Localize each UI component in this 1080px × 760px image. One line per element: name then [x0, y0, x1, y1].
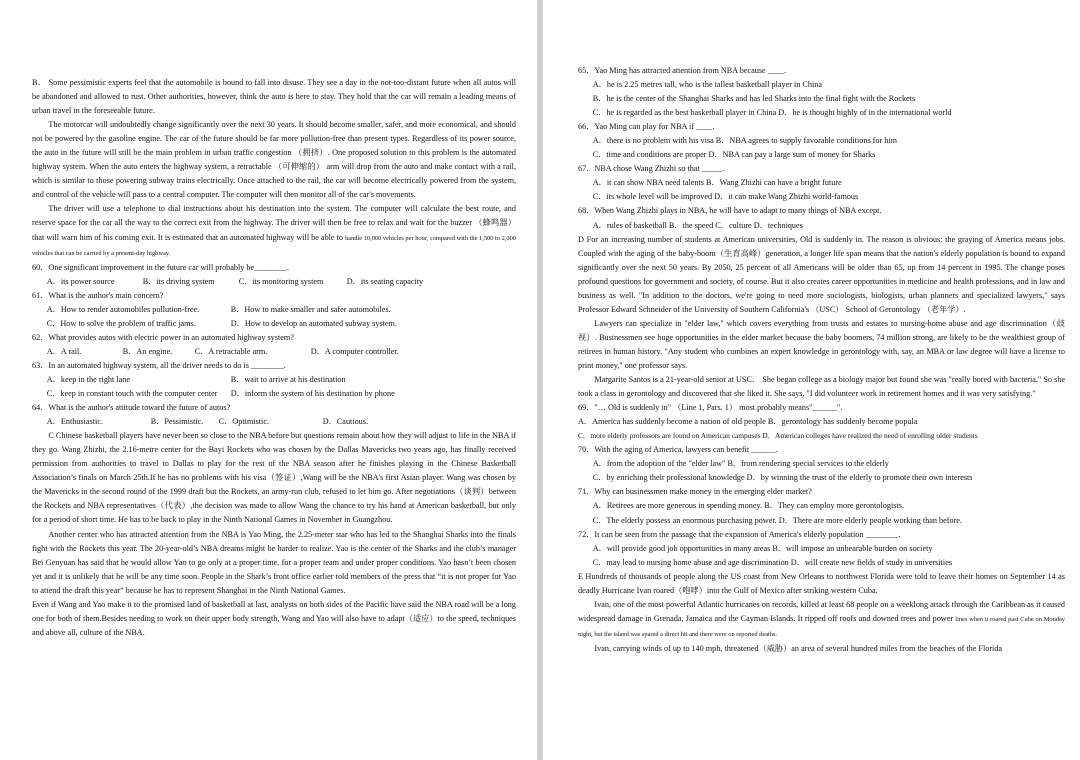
- passage-c-para-2: Another center who has attracted attention from the NBA is Yao Ming, the 2.25-meter star who has led to the Shanghai Sharks into the finals fight with the Rockets this year. The 20-year-old’s NBA dreams might be harder to realize. Yao is the center of the Sharks and the club’s manager Bei Genyuan has said that he would allow Yao to go only at a proper time, for a proper team and under proper conditions. Yao hasn’t been chosen yet and it is unlikely that he will be any time soon. People in the Shark’s front office earlier told members of the press that “it is not proper for Yao to attend the draft this year” because he has to represent Shanghai in the Ninth National Games.: [32, 529, 516, 595]
- question-65: 65．Yao Ming has attracted attention from NBA because ____.: [578, 66, 787, 75]
- question-69-options-2: C．more elderly professors are found on American campuses D．American colleges have realized the need of enrolling older students: [578, 431, 978, 441]
- question-64-options: [47, 415, 516, 429]
- option: A．A rail.: [46, 346, 82, 356]
- question-68: 68．When Wang Zhizhi plays in NBA, he will have to adapt to many things of NBA except.: [578, 206, 882, 216]
- option: B．An engine.: [122, 346, 173, 356]
- passage-b-para-3-text: The driver will use a telephone to dial instructions about his destination into the system. The computer will calculate the best route, and reserve space for the car all the way to the correct exit from the highway. The driver will then be free to relax and wait for the buzzer （蜂鸣器） that will warn him of his coming exit. It is estimated that an automated highway will be able to: [32, 204, 516, 242]
- option: D．A computer controller.: [310, 346, 399, 356]
- question-70-options-2: C．by enriching their professional knowledge D．by winning the trust of the elderly to promote their own interests: [592, 473, 973, 483]
- passage-b-para-1: B． Some pessimistic experts feel that the automobile is bound to fall into disuse. They see a day in the not-too-distant future when all autos will be abandoned and allowed to rust. Other authorities, however, think the auto is here to stay. They hold that the car will remain a leading means of urban travel in the foreseeable future.: [32, 78, 516, 116]
- option: C．its monitoring system: [238, 276, 324, 286]
- question-67-options-2: C．its whole level will be improved D．it can make Wang Zhizhi world-famous: [592, 192, 859, 202]
- question-71-options-1: A．Retirees are more generous in spending money. B．They can employ more gerontologists.: [592, 501, 904, 511]
- question-61: 61．What is the author's main concern?: [32, 290, 164, 300]
- option: A．keep in the right lane: [46, 374, 130, 384]
- question-72-options-2: C．may lead to nursing home abuse and age discrimination D．will create new fields of study in universities: [592, 557, 953, 567]
- passage-b-small-text: handle 10,000 vehicles per hour, compared with the 1,500 to 2,000 vehicles that can be carried by a present-day highway.: [32, 234, 516, 257]
- question-69-options-1: A．America has suddenly become a nation of old people B．gerontology has suddenly become popula: [578, 417, 918, 427]
- question-67: 67．NBA chose Wang Zhizhi so that _____.: [578, 164, 725, 174]
- option: C．A retractable arm.: [194, 346, 268, 356]
- passage-c-para-3: Even if Wang and Yao make it to the promised land of basketball at last, analysts on both sides of the Pacific have said the NBA road will be a long one for both of them.Besides needing to work on their upper body strength, Wang and Yao will also have to adapt（适应）to the speed, techniques and above all, culture of the NBA.: [32, 599, 516, 637]
- passage-e-para-2-text: Ivan, one of the most powerful Atlantic hurricanes on records, killed at least 68 people on a weeklong attack through the Caribbean as it caused widespread damage in Grenada, Jamaica and the Cayman Islands. It ripped off roofs and downed trees and power: [578, 599, 1065, 623]
- passage-d-para-1: D For an increasing number of students at American universities, Old is suddenly in. The reason is obvious: the graying of America means jobs. Coupled with the aging of the baby-boom（生育高峰）generation, a longer life span means that the nation's elderly population is bound to expand significantly over the next 50 years. By 2050, 25 percent of all Americans will be older than 65, up from 14 percent in 1995. The change poses profound questions for government and society, of course. But it also creates career opportunities in medicine and health professions, and in law and business as well. "In addition to the doctors, we're going to need more sociologists, biologists, urban planners and specialized lawyers," says Professor Edward Schneider of the University of Southern California's （USC） School of Gerontology （老年学）.: [578, 234, 1065, 314]
- option: A．its power source: [46, 276, 115, 286]
- option: A．Enthusiastic.: [46, 417, 103, 427]
- question-72-options-1: A．will provide good job opportunities in many areas B．will impose an unbearable burden on society: [592, 543, 933, 553]
- option: C．keep in constant touch with the computer center: [46, 389, 218, 399]
- passage-e-para-1: E Hundreds of thousands of people along the US coast from New Orleans to northwest Florida were told to leave their homes on September 14 as deadly Hurricane Ivan roared（咆哮）into the Gulf of Mexico after striking western Cuba.: [578, 571, 1065, 595]
- question-60: 60．One significant improvement in the future car will probably be________.: [32, 262, 289, 272]
- passage-e-para-2: [578, 598, 1065, 642]
- option: D．its seating capacity: [346, 276, 424, 286]
- question-62-options: [47, 345, 516, 359]
- question-71: 71．Why can businessmen make money in the emerging elder market?: [578, 487, 812, 497]
- passage-c-para-1: C Chinese basketball players have never been so close to the NBA before but questions remain about how they will adjust to life in the NBA if they go. Wang Zhizhi, the 2.16-metre center for the Bayi Rockets who was chosen by the Dallas Mavericks two years ago, has finally received permission from authorities to travel to Dallas to play for the rest of the NBA season after he finishes playing in the Chinese Basketball Association’s finals on March 25th.If he has no problems with his visa（签证）,Wang will be the NBA's first Asian player. Wang was chosen by the Mavericks in the second round of the 1999 draft but the Rockets, an army-run club, refused to let him go. After negotiations（谈判）between the Rockets and NBA representatives（代表）,the decision was made to allow Wang the chance to try his hand at American basketball, but only for a period of short time. He has to be back to play in the Ninth National Games in November in Guangzhou.: [32, 431, 516, 525]
- question-62: 62．What provides autos with electric power in an automated highway system?: [32, 332, 294, 342]
- option: C．How to solve the problem of traffic jams.: [46, 318, 196, 328]
- question-63: 63．In an automated highway system, all the driver needs to do is ________.: [32, 360, 286, 370]
- option: D．inform the system of his destination by phone: [230, 389, 395, 399]
- right-column: [578, 64, 1065, 656]
- option: D．Cautious.: [322, 417, 369, 427]
- question-72: 72．It can be seen from the passage that the expansion of America's elderly population ________.: [578, 529, 901, 539]
- right-page: [543, 0, 1080, 760]
- question-61-options-1: [47, 303, 516, 317]
- option: B．Pessimistic.: [150, 417, 204, 427]
- question-66: 66．Yao Ming can play for NBA if ____.: [578, 122, 715, 132]
- question-66-options-1: A．there is no problem with his visa B．NBA agrees to supply favorable conditions for him: [592, 136, 898, 146]
- passage-e-small-text: lines when it roared past Cube on Monday night, but the island was spared a direct hit and there were on reported deaths.: [578, 615, 1065, 638]
- question-71-options-2: C．The elderly possess an enormous purchasing power. D．There are more elderly people working than before.: [592, 515, 962, 525]
- passage-d-para-2: Lawyers can specialize in "elder law," which covers everything from trusts and estates to nursing-home abuse and age discrimination（歧视）. Businessmen see huge opportunities in the elder market because the baby boomers, 74 million strong, are likely to be the wealthiest group of retirees in human history. "Any student who combines an expert knowledge in gerontology with, say, an MBA or law degree will have a license to print money," one professor says.: [578, 318, 1065, 370]
- question-64: 64．What is the author's attitude toward the future of autos?: [32, 403, 231, 413]
- question-69: 69．"… Old is suddenly in" （Line 1, Pars. 1） most probably means"______".: [578, 403, 843, 413]
- question-63-options-1: [47, 373, 516, 387]
- question-60-options: [47, 275, 516, 289]
- passage-b-para-3: [32, 202, 516, 260]
- question-68-options: A．rules of basketball B．the speed C．culture D．techniques: [592, 220, 803, 230]
- question-65-option-b: B．he is the center of the Shanghai Sharks and has led Sharks into the final fight with the Rockets: [592, 94, 916, 104]
- question-70: 70．With the aging of America, lawyers can benefit ______.: [578, 445, 778, 455]
- question-65-option-c: C．he is regarded as the best basketball player in China D．he is thought highly of in the international world: [592, 108, 952, 118]
- passage-d-para-3: Margarite Santos is a 21-year-old senior at USC． She began college as a biology major but found she was "really bored with bacteria." So she took a class in gerontology and discovered that she liked it. She says, "I did volunteer work in retirement homes and it was very satisfying.": [578, 375, 1065, 399]
- question-70-options-1: A．from the adoption of the "elder law" B．from rendering special services to the elderly: [592, 459, 889, 469]
- option: B．its driving system: [142, 276, 215, 286]
- passage-e-para-3: Ivan, carrying winds of up to 140 mph, threatened（威胁）an area of several hundred miles from the beaches of the Florida: [594, 643, 1003, 653]
- option: A．How to render automobiles pollution-free.: [46, 304, 200, 314]
- option: D．How to develop an automated subway system.: [230, 318, 397, 328]
- option: B．How to make smaller and safer automobiles.: [230, 304, 391, 314]
- question-63-options-2: [47, 387, 516, 401]
- question-65-option-a: A．he is 2.25 metres tall, who is the tallest basketball player in China: [592, 80, 822, 90]
- question-66-options-2: C．time and conditions are proper D．NBA can pay a large sum of money for Sharks: [592, 150, 876, 160]
- left-column: [32, 76, 516, 640]
- question-61-options-2: [47, 317, 516, 331]
- question-67-options-1: A．it can show NBA need talents B．Wang Zhizhi can have a bright future: [592, 178, 842, 188]
- option: C．Optimistic.: [218, 417, 270, 427]
- option: B．wait to arrive at his destination: [230, 374, 346, 384]
- passage-b-para-2: The motorcar will undoubtedly change significantly over the next 30 years. It should become smaller, safer, and more economical, and should not be powered by the gasoline engine. The car of the future should be far more pollution-free than present types. Regardless of its power source, the auto in the future will still be the main problem in urban traffic congestion （拥挤）. One proposed solution to this problem is the automated highway system. When the auto enters the highway system, a retractable （可伸缩的） arm will drop from the auto and make contact with a rail, which is similar to those powering subway trains electrically. Once attached to the rail, the car will become electrically powered from the system, and control of the vehicle will pass to a central computer. The computer will then monitor all of the car's movements.: [32, 120, 516, 200]
- left-page: [0, 0, 537, 760]
